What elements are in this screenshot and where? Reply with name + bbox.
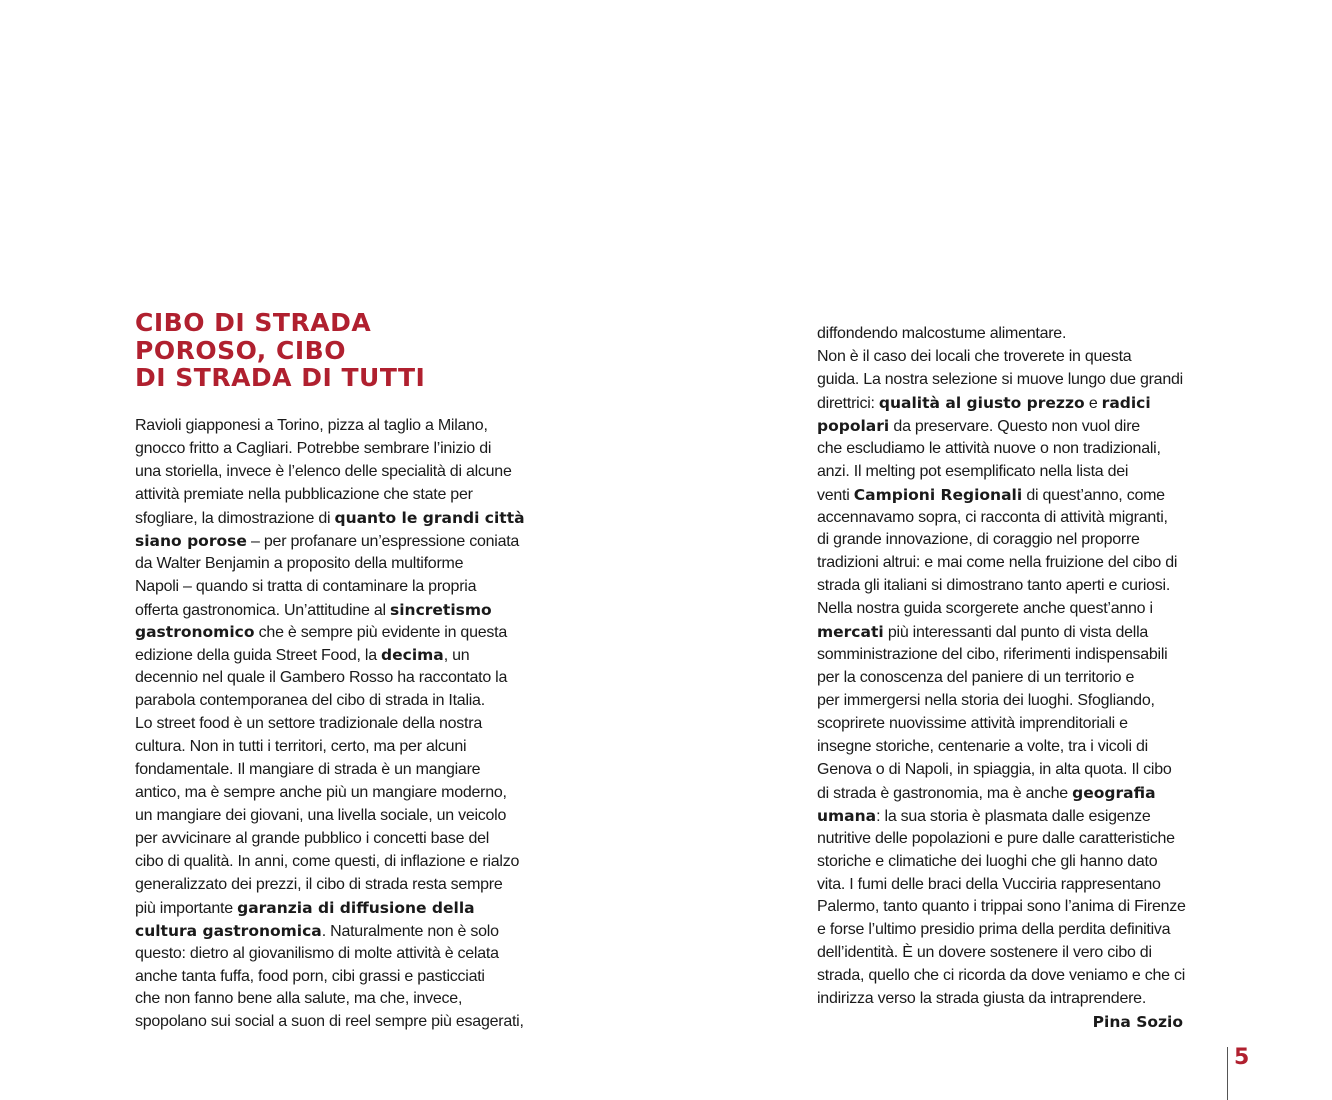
text-segment: fondamentale. Il mangiare di strada è un mangiare (135, 761, 481, 779)
text-segment: per avvicinare al grande pubblico i concetti base del (135, 829, 490, 847)
bold-phrase: popolari (817, 416, 890, 435)
text-line (817, 782, 1197, 805)
text-line (817, 874, 1197, 897)
text-line (135, 1011, 530, 1034)
text-segment: guida. La nostra selezione si muove lungo due grandi (817, 370, 1183, 388)
bold-phrase: cultura gastronomica (135, 921, 322, 940)
body-column-right (817, 323, 1197, 1011)
text-line (817, 346, 1197, 369)
text-line (817, 942, 1197, 965)
text-line (135, 461, 530, 484)
text-line (135, 943, 530, 966)
text-line (817, 644, 1197, 667)
bold-phrase: siano porose (135, 531, 247, 550)
text-segment: da preservare. Questo non vuol dire (889, 417, 1140, 435)
text-line (817, 759, 1197, 782)
text-segment: generalizzato dei prezzi, il cibo di strada resta sempre (135, 875, 503, 893)
text-segment: Ravioli giapponesi a Torino, pizza al taglio a Milano, (135, 417, 488, 434)
text-segment: da Walter Benjamin a proposito della multiforme (135, 554, 464, 572)
text-line (817, 667, 1197, 690)
title-line-1: CIBO DI STRADA (135, 308, 372, 337)
text-line (135, 897, 530, 920)
text-segment: dell’identità. È un dovere sostenere il vero cibo di (817, 944, 1152, 962)
text-segment: che non fanno bene alla salute, ma che, invece, (135, 990, 463, 1008)
text-segment: direttrici: (817, 394, 879, 412)
text-segment: anzi. Il melting pot esemplificato nella lista dei (817, 462, 1129, 480)
text-line (135, 530, 530, 553)
bold-phrase: quanto le grandi città (334, 508, 525, 527)
text-line (817, 965, 1197, 988)
text-segment: Napoli – quando si tratta di contaminare la propria (135, 577, 477, 595)
text-segment: decennio nel quale il Gambero Rosso ha raccontato la (135, 669, 508, 687)
text-segment: di grande innovazione, di coraggio nel proporre (817, 531, 1140, 549)
article-title (135, 309, 595, 392)
text-segment: strada, quello che ci ricorda da dove veniamo e che ci (817, 967, 1186, 985)
text-segment: più importante (135, 899, 238, 917)
text-segment: Non è il caso dei locali che troverete in questa (817, 347, 1132, 365)
bold-phrase: radici (1101, 393, 1151, 412)
text-segment: cultura. Non in tutti i territori, certo, ma per alcuni (135, 738, 467, 756)
bold-phrase: Campioni Regionali (853, 485, 1023, 504)
text-segment: insegne storiche, centenarie a volte, tra i vicoli di (817, 737, 1148, 755)
title-line-3: DI STRADA DI TUTTI (135, 363, 426, 392)
bold-phrase: gastronomico (135, 623, 255, 642)
text-line (817, 461, 1197, 484)
text-segment: anche tanta fuffa, food porn, cibi grassi e pasticciati (135, 967, 485, 985)
text-line (817, 805, 1197, 828)
text-segment: per immergersi nella storia dei luoghi. Sfogliando, (817, 692, 1155, 709)
text-segment: venti (817, 486, 854, 504)
text-segment: antico, ma è sempre anche più un mangiare moderno, (135, 784, 507, 801)
text-line (135, 851, 530, 874)
text-segment: storiche e climatiche dei luoghi che gli hanno dato (817, 852, 1158, 870)
text-segment: tradizioni altrui: e mai come nella fruizione del cibo di (817, 554, 1178, 572)
text-line (135, 782, 530, 805)
text-segment: questo: dietro al giovanilismo di molte attività è celata (135, 944, 499, 962)
text-line (135, 553, 530, 576)
text-segment: : la sua storia è plasmata dalle esigenze (876, 807, 1151, 825)
body-column-left (135, 415, 530, 1034)
text-line (817, 484, 1197, 507)
text-segment: attività premiate nella pubblicazione che state per (135, 485, 473, 503)
text-line (135, 507, 530, 530)
text-segment: Lo street food è un settore tradizionale della nostra (135, 715, 482, 733)
text-line (817, 369, 1197, 392)
text-segment: edizione della guida Street Food, la (135, 647, 382, 665)
text-line (817, 736, 1197, 759)
text-segment: e forse l’ultimo presidio prima della perdita definitiva (817, 921, 1171, 939)
text-line (817, 575, 1197, 598)
text-segment: per la conoscenza del paniere di un territorio e (817, 669, 1135, 687)
bold-phrase: qualità al giusto prezzo (878, 393, 1085, 412)
page-number: 5 (1234, 1045, 1250, 1070)
text-line (817, 713, 1197, 736)
title-line-2: POROSO, CIBO (135, 335, 346, 365)
bold-phrase: umana (817, 806, 877, 825)
text-segment: sfogliare, la dimostrazione di (135, 509, 335, 527)
text-line (817, 690, 1197, 713)
text-line (135, 690, 530, 713)
text-line (817, 621, 1197, 644)
text-segment: di strada è gastronomia, ma è anche (817, 784, 1073, 802)
text-segment: vita. I fumi delle braci della Vucciria rappresentano (817, 875, 1161, 893)
text-segment: – per profanare un’espressione coniata (246, 532, 520, 550)
text-segment: un mangiare dei giovani, una livella sociale, un veicolo (135, 806, 507, 824)
text-line (135, 966, 530, 989)
page-number-rule (1227, 1047, 1228, 1100)
text-line (135, 415, 530, 438)
text-line (817, 988, 1197, 1011)
text-line (135, 874, 530, 897)
text-segment: , un (443, 647, 470, 665)
text-line (817, 896, 1197, 919)
text-line (135, 667, 530, 690)
text-segment: . Naturalmente non è solo (321, 922, 499, 940)
text-segment: strada gli italiani si dimostrano tanto aperti e curiosi. (817, 577, 1171, 595)
bold-phrase: geografia (1072, 783, 1156, 802)
text-segment: diffondendo malcostume alimentare. (817, 325, 1067, 342)
text-segment: somministrazione del cibo, riferimenti indispensabili (817, 646, 1168, 664)
text-line (135, 713, 530, 736)
text-line (817, 392, 1197, 415)
text-segment: accennavamo sopra, ci racconta di attività migranti, (817, 508, 1168, 526)
text-line (817, 552, 1197, 575)
text-segment: una storiella, invece è l’elenco delle specialità di alcune (135, 462, 512, 480)
text-line (135, 759, 530, 782)
text-line (135, 438, 530, 461)
text-segment: Palermo, tanto quanto i trippai sono l’anima di Firenze (817, 898, 1186, 916)
text-line (135, 576, 530, 599)
text-line (135, 805, 530, 828)
text-line (135, 644, 530, 667)
text-segment: parabola contemporanea del cibo di strada in Italia. (135, 692, 485, 710)
bold-phrase: sincretismo (390, 600, 492, 619)
text-segment: cibo di qualità. In anni, come questi, di inflazione e rialzo (135, 852, 520, 870)
bold-phrase: garanzia di diffusione della (237, 898, 475, 917)
text-line (135, 988, 530, 1011)
text-segment: più interessanti dal punto di vista della (883, 624, 1149, 642)
text-line (135, 484, 530, 507)
text-line (135, 621, 530, 644)
text-segment: che escludiamo le attività nuove o non tradizionali, (817, 439, 1161, 457)
text-segment: Genova o di Napoli, in spiaggia, in alta quota. Il cibo (817, 760, 1172, 778)
text-segment: indirizza verso la strada giusta da intraprendere. (817, 990, 1147, 1008)
text-line (817, 529, 1197, 552)
text-segment: di quest’anno, come (1022, 486, 1165, 504)
text-line (817, 323, 1197, 346)
bold-phrase: mercati (817, 623, 884, 642)
text-segment: scoprirete nuovissime attività imprenditoriali e (817, 714, 1128, 732)
text-line (817, 438, 1197, 461)
text-line (135, 736, 530, 759)
text-line (817, 851, 1197, 874)
text-segment: e (1084, 394, 1102, 412)
text-segment: che è sempre più evidente in questa (254, 624, 507, 642)
author-signature: Pina Sozio (1092, 1013, 1183, 1031)
bold-phrase: decima (381, 646, 444, 665)
text-segment: offerta gastronomica. Un’attitudine al (135, 601, 390, 619)
text-line (817, 919, 1197, 942)
text-segment: gnocco fritto a Cagliari. Potrebbe sembrare l’inizio di (135, 439, 492, 457)
text-line (135, 920, 530, 943)
text-segment: Nella nostra guida scorgerete anche quest’anno i (817, 600, 1153, 618)
text-line (817, 507, 1197, 530)
text-line (135, 599, 530, 622)
text-line (135, 828, 530, 851)
text-line (817, 828, 1197, 851)
text-segment: spopolano sui social a suon di reel sempre più esagerati, (135, 1013, 524, 1031)
text-segment: nutritive delle popolazioni e pure dalle caratteristiche (817, 829, 1175, 847)
text-line (817, 415, 1197, 438)
text-line (817, 598, 1197, 621)
